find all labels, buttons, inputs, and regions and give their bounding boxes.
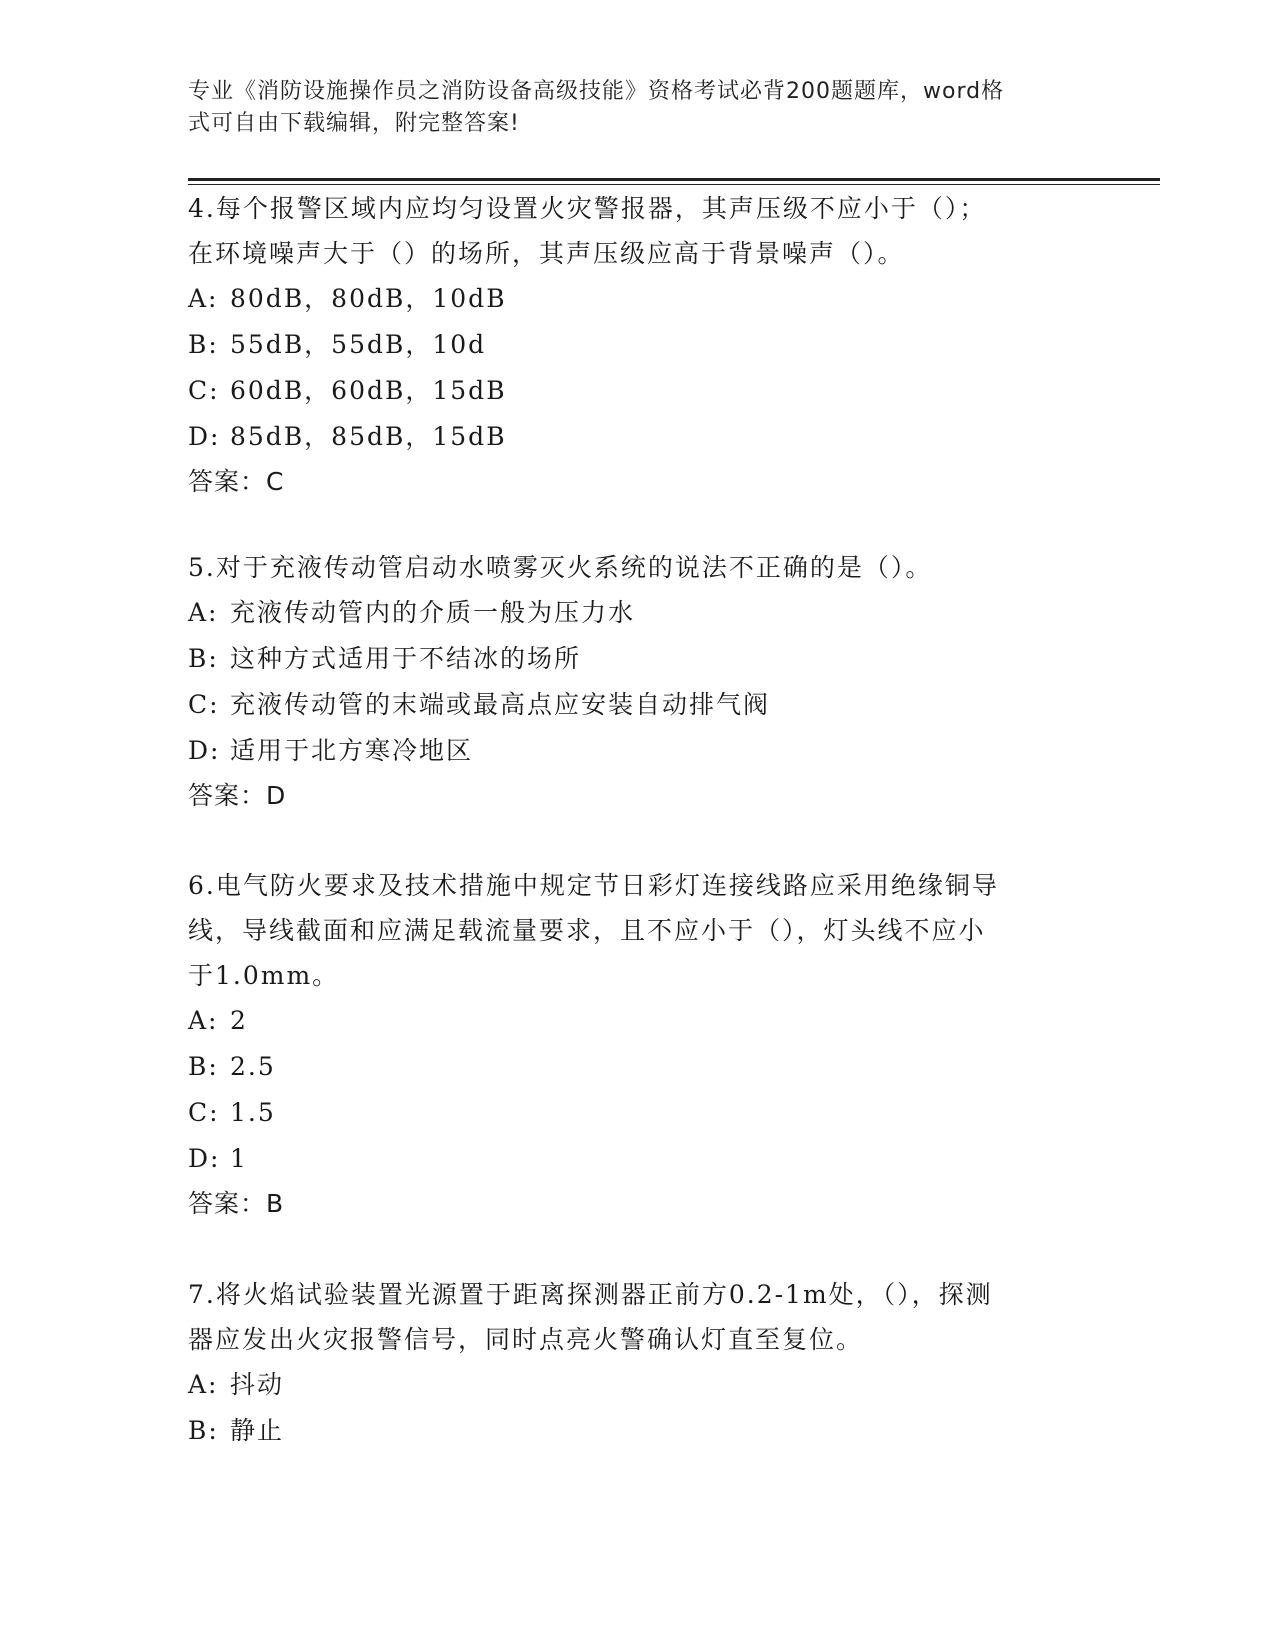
option-text: 60dB，60dB，15dB	[230, 376, 507, 405]
option-d	[188, 414, 1088, 460]
option-key: A:	[188, 1006, 219, 1035]
option-a	[188, 1362, 1088, 1408]
option-key: A:	[188, 284, 219, 313]
option-a	[188, 276, 1088, 322]
option-b	[188, 1044, 1088, 1090]
question-line: 4.每个报警区域内应均匀设置火灾警报器，其声压级不应小于（）；	[188, 194, 987, 223]
question-6	[188, 863, 1088, 1226]
option-text: 充液传动管的末端或最高点应安装自动排气阀	[230, 690, 771, 719]
option-d	[188, 728, 1088, 774]
question-line: 于1.0mm。	[188, 961, 340, 990]
answer: 答案：D	[188, 781, 287, 810]
question-line: 线，导线截面和应满足载流量要求，且不应小于（），灯头线不应小	[188, 916, 986, 945]
header-divider-thick	[188, 178, 1160, 181]
question-line: 7.将火焰试验装置光源置于距离探测器正前方0.2-1m处，（），探测	[188, 1280, 993, 1309]
option-text: 1	[230, 1144, 248, 1173]
header-line-2: 式可自由下载编辑，附完整答案!	[188, 111, 520, 136]
header-divider-thin	[188, 184, 1160, 185]
option-c	[188, 682, 1088, 728]
option-key: C:	[188, 1098, 220, 1127]
option-text: 80dB，80dB，10dB	[230, 284, 507, 313]
option-text: 抖动	[230, 1370, 285, 1399]
option-text: 静止	[230, 1416, 285, 1445]
option-text: 55dB，55dB，10d	[230, 330, 487, 359]
question-line: 器应发出火灾报警信号，同时点亮火警确认灯直至复位。	[188, 1325, 864, 1354]
answer: 答案：B	[188, 1189, 285, 1218]
option-c	[188, 1090, 1088, 1136]
option-text: 85dB，85dB，15dB	[230, 422, 507, 451]
option-b	[188, 1408, 1088, 1454]
answer: 答案：C	[188, 467, 285, 496]
option-a	[188, 590, 1088, 636]
option-a	[188, 998, 1088, 1044]
option-key: B:	[188, 644, 219, 673]
question-7	[188, 1272, 1088, 1454]
option-key: D:	[188, 736, 221, 765]
option-text: 充液传动管内的介质一般为压力水	[230, 598, 636, 627]
option-key: A:	[188, 598, 219, 627]
question-line: 6.电气防火要求及技术措施中规定节日彩灯连接线路应采用绝缘铜导	[188, 871, 999, 900]
option-text: 2	[230, 1006, 248, 1035]
option-b	[188, 322, 1088, 368]
question-5	[188, 545, 1088, 818]
option-key: B:	[188, 330, 219, 359]
option-text: 适用于北方寒冷地区	[230, 736, 474, 765]
option-text: 这种方式适用于不结冰的场所	[230, 644, 582, 673]
document-header	[188, 76, 1068, 140]
option-key: B:	[188, 1416, 219, 1445]
option-text: 1.5	[230, 1098, 276, 1127]
header-line-1: 专业《消防设施操作员之消防设备高级技能》资格考试必背200题题库，word格	[188, 79, 1005, 104]
question-line: 在环境噪声大于（）的场所，其声压级应高于背景噪声（）。	[188, 239, 905, 268]
option-key: C:	[188, 690, 220, 719]
option-key: B:	[188, 1052, 219, 1081]
question-4	[188, 186, 1088, 504]
option-key: A:	[188, 1370, 219, 1399]
option-d	[188, 1136, 1088, 1182]
option-key: D:	[188, 1144, 221, 1173]
option-b	[188, 636, 1088, 682]
option-key: C:	[188, 376, 220, 405]
option-text: 2.5	[230, 1052, 276, 1081]
option-key: D:	[188, 422, 221, 451]
option-c	[188, 368, 1088, 414]
question-line: 5.对于充液传动管启动水喷雾灭火系统的说法不正确的是（）。	[188, 553, 933, 582]
